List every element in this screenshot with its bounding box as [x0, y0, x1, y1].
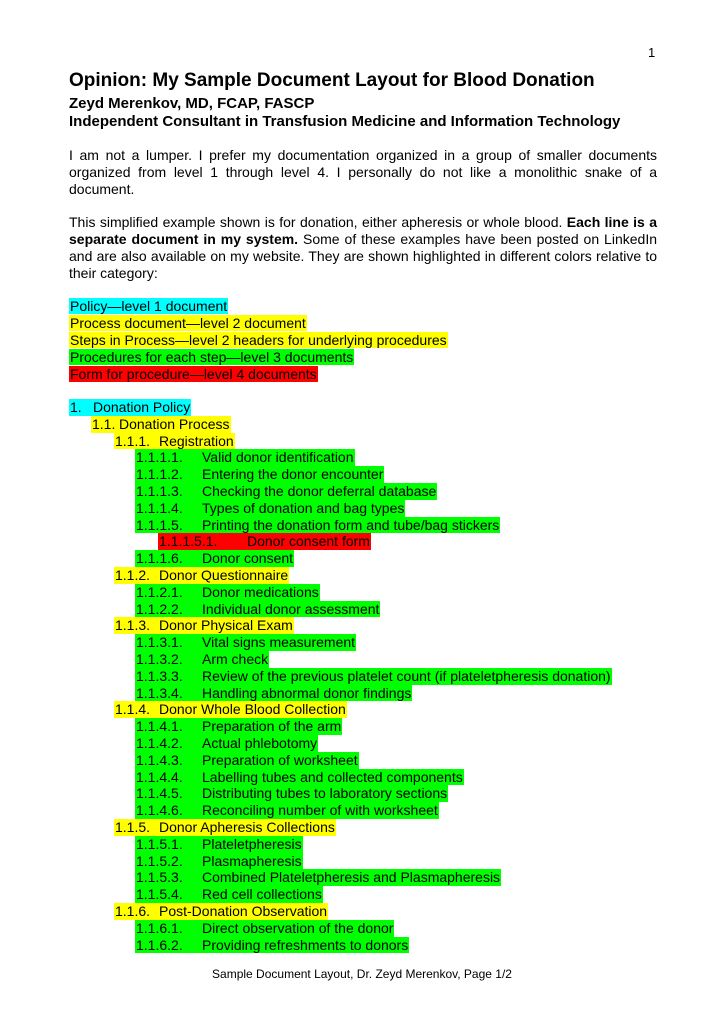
outline-item-highlight [114, 819, 336, 836]
outline-item [69, 433, 612, 450]
outline-item-text: Actual phlebotomy [202, 734, 318, 751]
legend-label: Procedures for each step—level 3 documents [70, 349, 354, 365]
outline-item-number: 1.1.4.3. [136, 751, 183, 768]
outline-item-highlight [135, 685, 412, 702]
outline-item-highlight [114, 567, 289, 584]
outline-item [69, 920, 612, 937]
outline-item-text: Preparation of the arm [202, 718, 342, 735]
outline-item-number: 1.1.1.1. [136, 449, 183, 466]
outline-item-number: 1.1.1. [115, 432, 151, 449]
outline-item-text: Red cell collections [202, 886, 322, 903]
outline-item-text: Review of the previous platelet count (if plateletpheresis donation) [202, 667, 611, 684]
outline-item-number: 1.1.1.6. [136, 550, 183, 567]
outline-item-number: 1.1.3.2. [136, 650, 183, 667]
affiliation-line: Independent Consultant in Transfusion Medicine and Information Technology [69, 113, 621, 130]
outline-item-text: Donor medications [202, 583, 319, 600]
outline-item-highlight [135, 853, 303, 870]
color-legend [69, 298, 448, 383]
outline-item-highlight [135, 752, 359, 769]
legend-item [69, 349, 448, 366]
outline-item-number: 1.1.2.2. [136, 600, 183, 617]
outline-item-number: 1.1.3. [115, 617, 151, 634]
outline-item-text: Direct observation of the donor [202, 919, 394, 936]
outline-item [69, 584, 612, 601]
outline-item [69, 517, 612, 534]
outline-item-highlight [135, 920, 394, 937]
outline-item [69, 701, 612, 718]
outline-item [69, 399, 612, 416]
outline-item [69, 449, 612, 466]
outline-item-highlight [135, 937, 409, 954]
legend-item [69, 366, 448, 383]
outline-item-text: Individual donor assessment [202, 600, 380, 617]
outline-item-number: 1.1.3.3. [136, 667, 183, 684]
example-paragraph-bold: Each line is a separate document in my system. [69, 214, 658, 247]
legend-item [69, 315, 448, 332]
example-paragraph-rest: Some of these examples have been posted on LinkedIn and are also available on my website. They are shown highlighted in different colors relative to their category: [69, 231, 657, 281]
outline-item [69, 819, 612, 836]
outline-item-highlight [135, 550, 294, 567]
outline-item-number: 1.1.4.4. [136, 768, 183, 785]
outline-item [69, 869, 612, 886]
document-title: Opinion: My Sample Document Layout for Blood Donation [69, 70, 595, 91]
page-number: 1 [648, 45, 656, 60]
outline-item [69, 903, 612, 920]
outline-item-highlight [135, 668, 612, 685]
outline-item [69, 886, 612, 903]
outline-item-text: Donation Policy [93, 399, 191, 415]
outline-item-highlight [114, 701, 347, 718]
outline-item-number: 1.1.5.4. [136, 886, 183, 903]
outline-item-number: 1.1.5.1. [136, 835, 183, 852]
outline-item-highlight [114, 617, 294, 634]
outline-item [69, 735, 612, 752]
outline-item-number: 1.1.4.2. [136, 734, 183, 751]
outline-item-text: Preparation of worksheet [202, 751, 358, 768]
outline-item [69, 634, 612, 651]
outline-item [69, 500, 612, 517]
outline-item [69, 802, 612, 819]
outline-item-number: 1.1.6.2. [136, 936, 183, 953]
outline-item-text: Checking the donor deferral database [202, 482, 437, 499]
outline-item [69, 483, 612, 500]
document-outline [69, 399, 612, 953]
outline-item-text: Providing refreshments to donors [202, 936, 409, 953]
page-footer: Sample Document Layout, Dr. Zeyd Merenkov, Page 1/2 [212, 967, 512, 981]
outline-item [69, 685, 612, 702]
outline-item-text: Types of donation and bag types [202, 499, 405, 516]
outline-item-highlight [135, 500, 405, 517]
outline-item-highlight [135, 869, 501, 886]
outline-item [69, 853, 612, 870]
outline-item-text: Vital signs measurement [202, 634, 356, 651]
outline-item-text: Printing the donation form and tube/bag stickers [202, 516, 500, 533]
outline-item-number: 1.1.1.5. [136, 516, 183, 533]
outline-item-highlight [135, 634, 356, 651]
author-line: Zeyd Merenkov, MD, FCAP, FASCP [69, 95, 315, 112]
outline-item [69, 601, 612, 618]
outline-item-number: 1.1.1.3. [136, 482, 183, 499]
outline-item-number: 1.1. [92, 415, 116, 432]
legend-label: Process document—level 2 document [70, 315, 306, 331]
outline-item-highlight [135, 886, 323, 903]
outline-item-number: 1.1.3.4. [136, 684, 183, 701]
legend-label: Policy—level 1 document [70, 298, 228, 314]
outline-item-highlight [135, 769, 464, 786]
outline-item-highlight [135, 802, 439, 819]
legend-label: Steps in Process—level 2 headers for underlying procedures [70, 332, 447, 348]
intro-paragraph: I am not a lumper. I prefer my documentation organized in a group of smaller documents organized from level 1 through level 4. I personally do not like a monolithic snake of a document. [69, 147, 657, 197]
outline-item [69, 466, 612, 483]
outline-item-text: Arm check [202, 650, 269, 667]
outline-item [69, 617, 612, 634]
legend-item [69, 332, 448, 349]
outline-item-text: Handling abnormal donor findings [202, 684, 412, 701]
example-paragraph [69, 214, 657, 282]
outline-item [69, 651, 612, 668]
outline-item-number: 1.1.5. [115, 818, 151, 835]
outline-item-highlight [158, 533, 371, 550]
outline-item [69, 752, 612, 769]
outline-item-text: Valid donor identification [202, 449, 354, 466]
outline-item-text: Donor Apheresis Collections [159, 818, 335, 835]
outline-item-text: Reconciling number of with worksheet [202, 802, 438, 819]
outline-item-number: 1.1.3.1. [136, 634, 183, 651]
outline-item [69, 769, 612, 786]
outline-item-highlight [135, 601, 380, 618]
outline-item-text: Post-Donation Observation [159, 902, 328, 919]
outline-item [69, 533, 612, 550]
outline-item [69, 718, 612, 735]
outline-item-number: 1.1.1.5.1. [159, 533, 218, 550]
outline-item-highlight [135, 718, 342, 735]
outline-item-number: 1.1.5.3. [136, 869, 183, 886]
example-paragraph-intro: This simplified example shown is for donation, either apheresis or whole blood. [69, 214, 567, 230]
outline-item-text: Registration [159, 432, 234, 449]
outline-item-highlight [135, 466, 384, 483]
outline-item-number: 1.1.4. [115, 701, 151, 718]
outline-item-highlight [114, 903, 328, 920]
outline-item-text: Plateletpheresis [202, 835, 302, 852]
outline-item-highlight [91, 416, 231, 433]
legend-item [69, 298, 448, 315]
outline-item-highlight [135, 785, 448, 802]
outline-item [69, 416, 612, 433]
outline-item-highlight [114, 433, 235, 450]
outline-item-highlight [135, 584, 320, 601]
outline-item-text: Plasmapheresis [202, 852, 302, 869]
outline-item-number: 1.1.5.2. [136, 852, 183, 869]
outline-item-number: 1.1.4.5. [136, 785, 183, 802]
outline-item-text: Donor Questionnaire [159, 566, 289, 583]
outline-item [69, 567, 612, 584]
outline-item-number: 1.1.2. [115, 566, 151, 583]
outline-item-highlight [135, 836, 303, 853]
outline-item-text: Distributing tubes to laboratory sections [202, 785, 448, 802]
outline-item-number: 1. [70, 399, 82, 415]
outline-item-text: Donor consent [202, 550, 294, 567]
outline-item-text: Labelling tubes and collected components [202, 768, 463, 785]
outline-item [69, 550, 612, 567]
outline-item-highlight [135, 449, 355, 466]
outline-item-highlight [69, 399, 191, 416]
outline-item-text: Combined Plateletpheresis and Plasmapheresis [202, 869, 501, 886]
outline-item-number: 1.1.6.1. [136, 919, 183, 936]
outline-item-number: 1.1.1.2. [136, 466, 183, 483]
outline-item-text: Donor Whole Blood Collection [159, 701, 346, 718]
outline-item [69, 937, 612, 954]
outline-item-highlight [135, 735, 318, 752]
outline-item [69, 668, 612, 685]
outline-item-highlight [135, 483, 437, 500]
outline-item-highlight [135, 651, 269, 668]
outline-item-text: Donation Process [119, 415, 230, 432]
outline-item-highlight [135, 517, 500, 534]
outline-item-number: 1.1.2.1. [136, 583, 183, 600]
outline-item-number: 1.1.6. [115, 902, 151, 919]
outline-item-number: 1.1.4.1. [136, 718, 183, 735]
outline-item-text: Donor consent form [247, 533, 370, 550]
outline-item-text: Donor Physical Exam [159, 617, 293, 634]
outline-item-number: 1.1.4.6. [136, 802, 183, 819]
outline-item [69, 836, 612, 853]
outline-item-number: 1.1.1.4. [136, 499, 183, 516]
outline-item-text: Entering the donor encounter [202, 466, 384, 483]
outline-item [69, 785, 612, 802]
legend-label: Form for procedure—level 4 documents [70, 366, 317, 382]
